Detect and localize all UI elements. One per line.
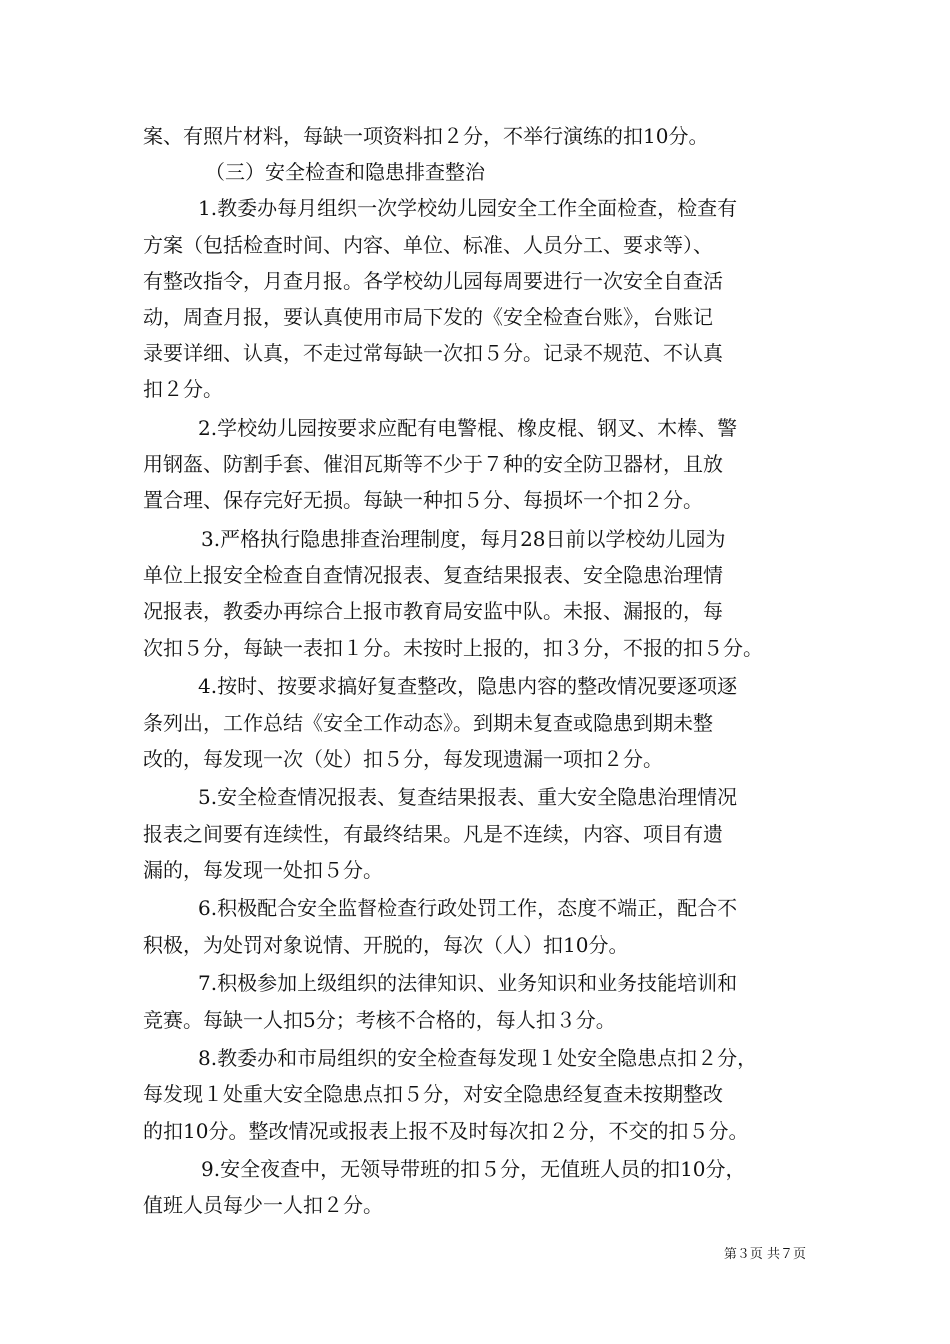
text-line: 4.按时、按要求搞好复查整改，隐患内容的整改情况要逐项逐 — [198, 674, 738, 699]
text-line: 次扣５分，每缺一表扣１分。未按时上报的，扣３分，不报的扣５分。 — [143, 635, 763, 660]
text-line: 6.积极配合安全监督检查行政处罚工作，态度不端正，配合不 — [198, 896, 738, 921]
text-line: 报表之间要有连续性，有最终结果。凡是不连续，内容、项目有遗 — [143, 821, 723, 846]
text-line: 动，周查月报，要认真使用市局下发的《安全检查台账》，台账记 — [143, 304, 713, 329]
page-number: 第３页 共７页 — [723, 1247, 806, 1262]
text-line: 的扣10分。整改情况或报表上报不及时每次扣２分，不交的扣５分。 — [143, 1118, 749, 1143]
document-body — [143, 118, 811, 1224]
text-line: （三）安全检查和隐患排查整治 — [205, 160, 485, 185]
text-line: 改的，每发现一次（处）扣５分，每发现遗漏一项扣２分。 — [143, 746, 663, 771]
text-line: 7.积极参加上级组织的法律知识、业务知识和业务技能培训和 — [198, 971, 738, 996]
text-line: 5.安全检查情况报表、复查结果报表、重大安全隐患治理情况 — [198, 785, 738, 810]
text-line: 每发现１处重大安全隐患点扣５分，对安全隐患经复查未按期整改 — [143, 1082, 723, 1107]
text-line: 8.教委办和市局组织的安全检查每发现１处安全隐患点扣２分， — [198, 1046, 758, 1071]
text-line: 用钢盔、防割手套、催泪瓦斯等不少于７种的安全防卫器材，且放 — [143, 452, 723, 477]
text-line: 漏的，每发现一处扣５分。 — [143, 857, 383, 882]
text-line: 积极，为处罚对象说情、开脱的，每次（人）扣10分。 — [143, 932, 629, 957]
text-line: 竞赛。每缺一人扣5分；考核不合格的，每人扣３分。 — [143, 1007, 616, 1032]
text-line: 置合理、保存完好无损。每缺一种扣５分、每损坏一个扣２分。 — [143, 488, 703, 513]
text-line: 方案（包括检查时间、内容、单位、标准、人员分工、要求等）、 — [143, 232, 713, 257]
text-line: 案、有照片材料，每缺一项资料扣２分，不举行演练的扣10分。 — [143, 124, 709, 148]
text-line: 况报表，教委办再综合上报市教育局安监中队。未报、漏报的，每 — [143, 599, 723, 624]
text-line: 值班人员每少一人扣２分。 — [143, 1193, 383, 1218]
text-line: 有整改指令，月查月报。各学校幼儿园每周要进行一次安全自查活 — [143, 268, 723, 293]
text-line: 扣２分。 — [143, 377, 223, 402]
text-line: 单位上报安全检查自查情况报表、复查结果报表、安全隐患治理情 — [143, 563, 723, 588]
text-line: 1.教委办每月组织一次学校幼儿园安全工作全面检查，检查有 — [198, 196, 738, 221]
text-line: 2.学校幼儿园按要求应配有电警棍、橡皮棍、钢叉、木棒、警 — [198, 416, 738, 440]
text-line: 录要详细、认真，不走过常每缺一次扣５分。记录不规范、不认真 — [143, 341, 723, 366]
text-line: 条列出，工作总结《安全工作动态》。到期未复查或隐患到期未整 — [143, 710, 713, 735]
text-line: 9.安全夜查中，无领导带班的扣５分，无值班人员的扣10分， — [201, 1157, 746, 1182]
text-line: 3.严格执行隐患排查治理制度，每月28日前以学校幼儿园为 — [201, 527, 726, 552]
